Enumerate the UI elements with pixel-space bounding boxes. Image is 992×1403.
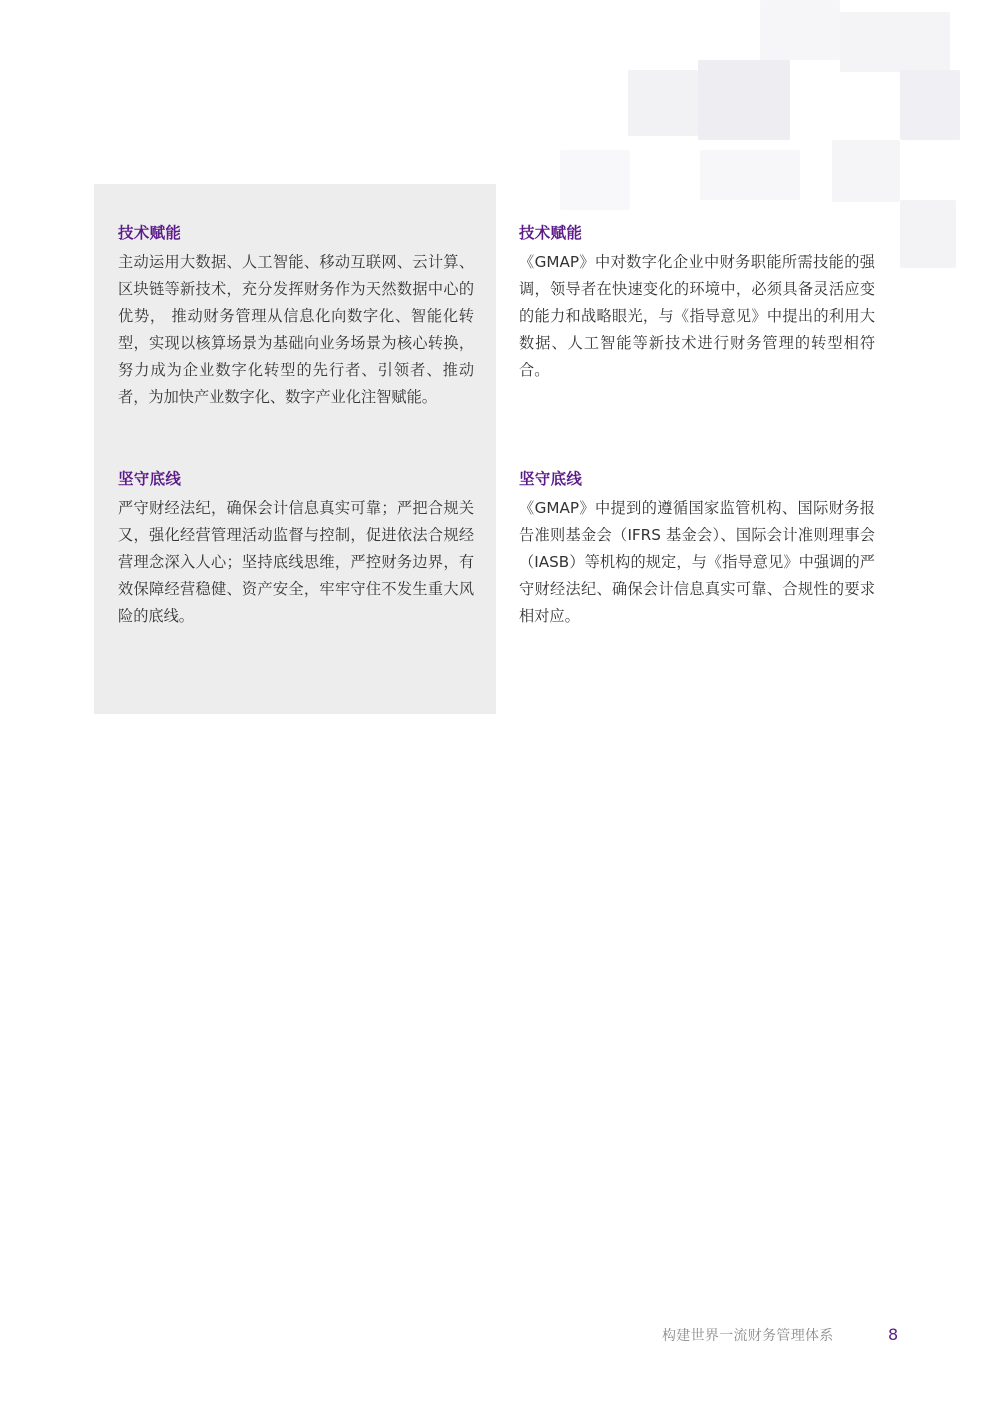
left-bottom-line-heading: 坚守底线 xyxy=(118,470,182,488)
page-number: 8 xyxy=(888,1325,899,1344)
left-bottom-line-body: 严守财经法纪，确保会计信息真实可靠；严把合规关又，强化经营管理活动监督与控制，促进依法合规经营理念深入人心；坚持底线思维，严控财务边界，有效保障经营稳健、资产安全，牢牢守住不发生重大风险的底线。 xyxy=(118,499,474,625)
left-tech-heading: 技术赋能 xyxy=(118,224,182,242)
right-bottom-line-section xyxy=(519,469,875,630)
right-bottom-line-body: 《GMAP》中提到的遵循国家监管机构、国际财务报告准则基金会（IFRS 基金会）、国际会计准则理事会（IASB）等机构的规定，与《指导意见》中强调的严守财经法纪、确保会计信息真实可靠、合规性的要求相对应。 xyxy=(519,499,875,625)
right-bottom-line-heading: 坚守底线 xyxy=(519,470,583,488)
right-tech-heading: 技术赋能 xyxy=(519,224,583,242)
right-tech-section xyxy=(519,223,875,384)
footer-document-title: 构建世界一流财务管理体系 xyxy=(662,1328,834,1344)
right-tech-body: 《GMAP》中对数字化企业中财务职能所需技能的强调，领导者在快速变化的环境中，必须具备灵活应变的能力和战略眼光，与《指导意见》中提出的利用大数据、人工智能等新技术进行财务管理的转型相符合。 xyxy=(519,253,875,379)
left-tech-body: 主动运用大数据、人工智能、移动互联网、云计算、区块链等新技术，充分发挥财务作为天然数据中心的优势， 推动财务管理从信息化向数字化、智能化转型，实现以核算场景为基础向业务场景为核心转换，努力成为企业数字化转型的先行者、引领者、推动者，为加快产业数字化、数字产业化注智赋能。 xyxy=(118,253,474,406)
left-tech-section xyxy=(118,223,474,411)
left-bottom-line-section xyxy=(118,469,474,630)
